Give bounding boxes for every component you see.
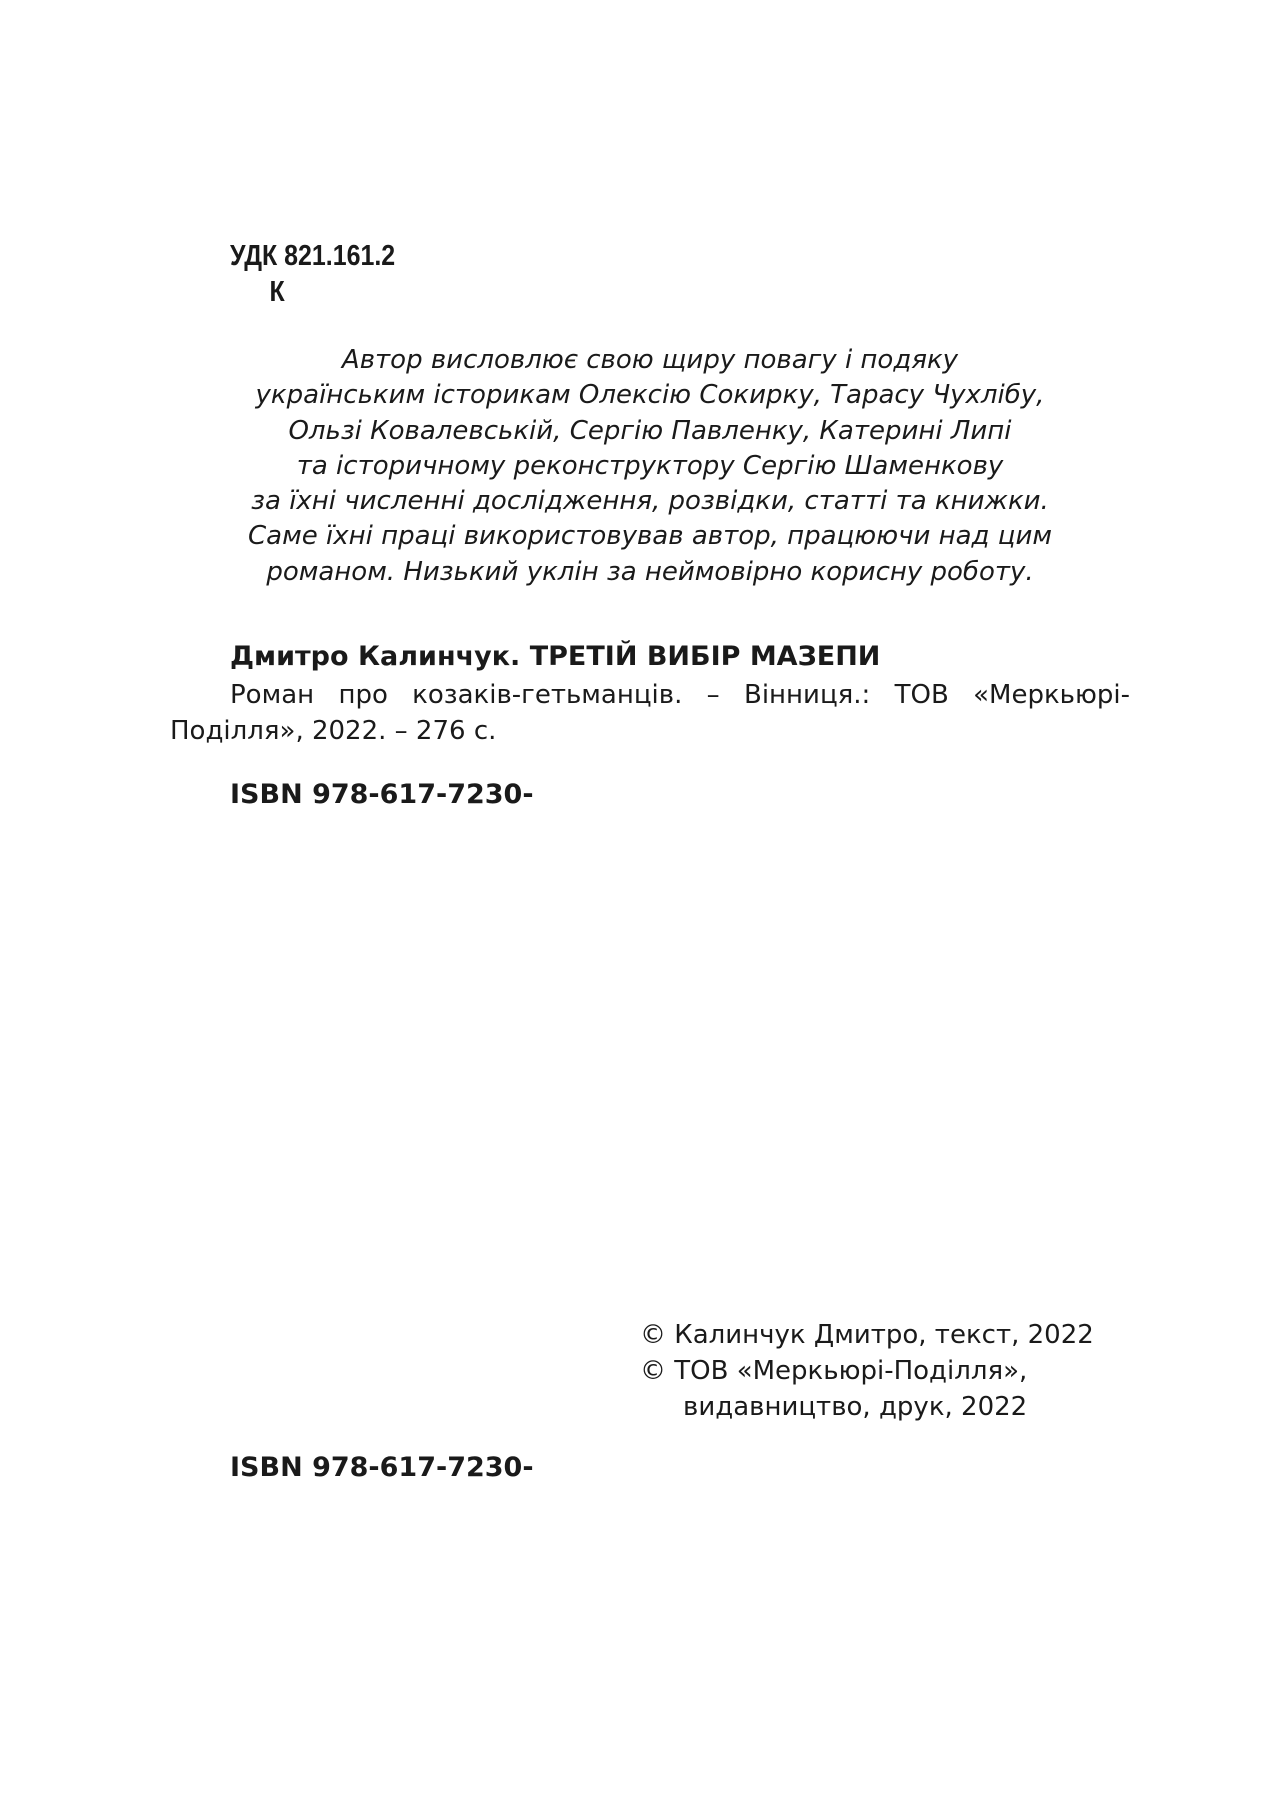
- description-line: Роман про козаків-гетьманців. – Вінниця.: ТОВ «Меркьюрі-: [230, 680, 1130, 710]
- copyright-publisher-detail: видавництво, друк, 2022: [683, 1392, 1028, 1422]
- ack-line: Ользі Ковалевській, Сергію Павленку, Катерині Липі: [288, 415, 1012, 446]
- isbn-top: ISBN 978-617-7230-: [230, 779, 534, 810]
- bibliographic-description: [170, 677, 1130, 749]
- ack-line: романом. Низький уклін за неймовірно корисну роботу.: [266, 556, 1034, 587]
- ack-line: Автор висловлює свою щиру повагу і подяку: [341, 345, 959, 375]
- ack-line: Саме їхні праці використовував автор, працюючи над цим: [248, 521, 1052, 552]
- ack-line: та історичному реконструктору Сергію Шаменкову: [296, 450, 1004, 481]
- udk-block: [230, 238, 395, 310]
- copyright-publisher: © ТОВ «Меркьюрі-Поділля»,: [640, 1356, 1028, 1386]
- isbn-bottom: ISBN 978-617-7230-: [230, 1452, 534, 1483]
- bibliographic-title: Дмитро Калинчук. ТРЕТІЙ ВИБІР МАЗЕПИ: [230, 641, 881, 672]
- description-line: Поділля», 2022. – 276 с.: [170, 716, 497, 746]
- ack-line: за їхні численні дослідження, розвідки, статті та книжки.: [251, 486, 1049, 517]
- author-mark: К: [269, 276, 285, 308]
- copyright-author: © Калинчук Дмитро, текст, 2022: [640, 1320, 1094, 1350]
- acknowledgement: [150, 343, 1150, 590]
- ack-line: українським історикам Олексію Сокирку, Тарасу Чухлібу,: [255, 380, 1045, 411]
- copyright-block: [640, 1317, 1094, 1425]
- udk-code: УДК 821.161.2: [230, 240, 396, 272]
